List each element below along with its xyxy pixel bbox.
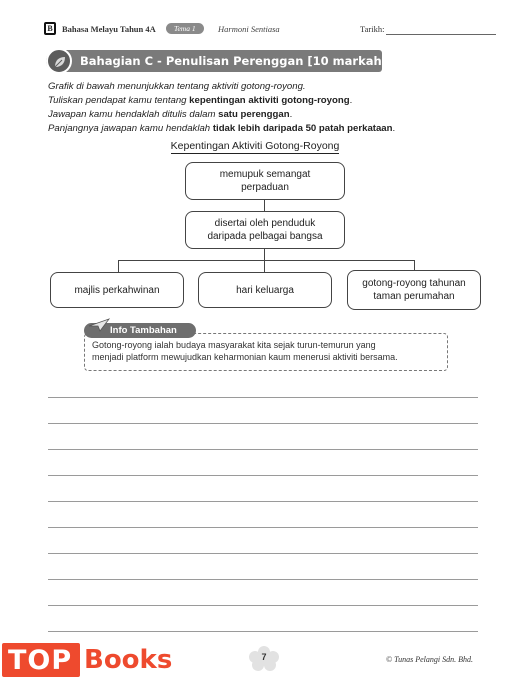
- theme-title: Harmoni Sentiasa: [218, 24, 280, 34]
- writing-line[interactable]: [48, 631, 478, 632]
- date-label: Tarikh:: [360, 24, 385, 34]
- writing-line[interactable]: [48, 397, 478, 398]
- instruction-line: Grafik di bawah menunjukkan tentang aktiviti gotong-royong.: [48, 81, 306, 92]
- writing-line[interactable]: [48, 501, 478, 502]
- connector-line: [264, 249, 265, 260]
- diagram-node-middle: disertai oleh penduduk daripada pelbagai bangsa: [185, 211, 345, 249]
- date-field-line[interactable]: [386, 34, 496, 35]
- writing-line[interactable]: [48, 579, 478, 580]
- writing-line[interactable]: [48, 553, 478, 554]
- instruction-line: Jawapan kamu hendaklah ditulis dalam satu perenggan.: [48, 109, 293, 120]
- page-header: [44, 22, 490, 38]
- leaf-icon: [46, 48, 72, 74]
- info-text: Gotong-royong ialah budaya masyarakat kita sejak turun-temurun yang menjadi platform mewujudkan keharmonian kaum menerusi aktiviti bersama.: [92, 340, 398, 362]
- theme-badge: Tema 1: [166, 23, 204, 34]
- diagram-node-root: memupuk semangat perpaduan: [185, 162, 345, 200]
- diagram-leaf-2: hari keluarga: [198, 272, 332, 308]
- diagram-leaf-3: gotong-royong tahunan taman perumahan: [347, 270, 481, 310]
- writing-line[interactable]: [48, 449, 478, 450]
- connector-line: [118, 260, 119, 272]
- book-title: Bahasa Melayu Tahun 4A: [62, 24, 156, 34]
- watermark-top: TOP: [8, 645, 73, 676]
- info-tag: Info Tambahan: [84, 323, 196, 338]
- diagram-leaf-1: majlis perkahwinan: [50, 272, 184, 308]
- instruction-line: Tuliskan pendapat kamu tentang kepentingan aktiviti gotong-royong.: [48, 95, 353, 106]
- publisher-logo: B: [44, 22, 56, 35]
- watermark-books: Books: [84, 645, 173, 675]
- diagram-title: Kepentingan Aktiviti Gotong-Royong: [170, 140, 340, 152]
- writing-line[interactable]: [48, 423, 478, 424]
- publisher-credit: © Tunas Pelangi Sdn. Bhd.: [386, 655, 473, 664]
- writing-line[interactable]: [48, 475, 478, 476]
- connector-line: [264, 200, 265, 211]
- section-banner: [46, 50, 387, 72]
- paper-plane-icon: [88, 318, 110, 332]
- connector-line: [264, 260, 265, 272]
- section-title: Bahagian C - Penulisan Perenggan [10 markah]: [80, 54, 387, 68]
- instructions: [48, 80, 478, 136]
- connector-line: [118, 260, 414, 261]
- instruction-line: Panjangnya jawapan kamu hendaklah tidak lebih daripada 50 patah perkataan.: [48, 123, 396, 134]
- writing-line[interactable]: [48, 527, 478, 528]
- writing-line[interactable]: [48, 605, 478, 606]
- page-number: 7: [261, 652, 267, 662]
